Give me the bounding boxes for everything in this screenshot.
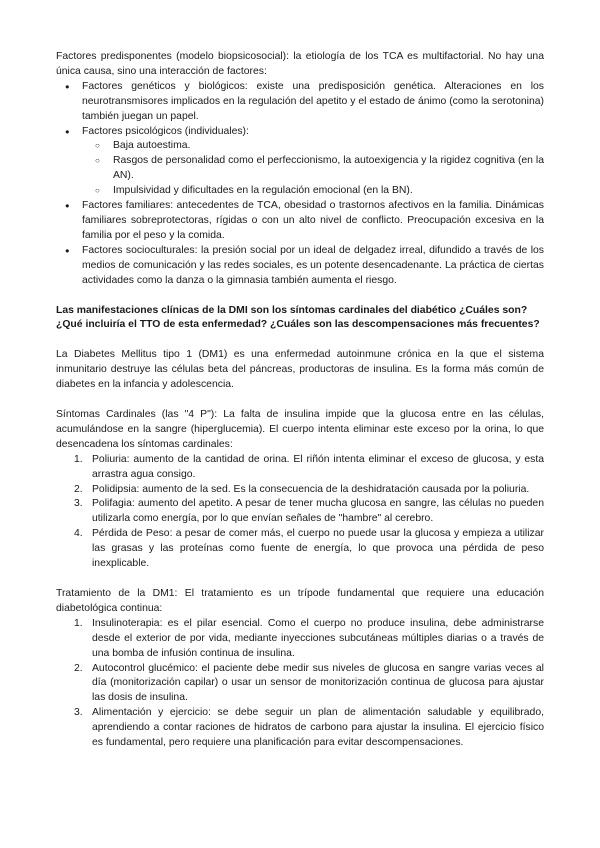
list-item-text: Poliuria: aumento de la cantidad de orina. El riñón intenta eliminar el exceso de glucosa, y esta arrastra agua consigo. [92, 453, 544, 480]
sub-list-item: ○ Impulsividad y dificultades en la regulación emocional (en la BN). [113, 184, 544, 199]
list-number: 2. [74, 662, 83, 674]
tca-factors-list [56, 80, 544, 289]
list-item-text: Polidipsia: aumento de la sed. Es la consecuencia de la deshidratación causada por la poliuria. [92, 483, 530, 495]
treatment-list [56, 617, 544, 751]
list-item-text: Pérdida de Peso: a pesar de comer más, el cuerpo no puede usar la glucosa y empieza a utilizar las grasas y las proteínas como fuente de energía, lo que provoca una pérdida de peso inexplicable. [92, 528, 544, 570]
list-item [82, 125, 544, 200]
list-item-text: Autocontrol glucémico: el paciente debe medir sus niveles de glucosa en sangre varias veces al día (monitorización capilar) o usar un sensor de monitorización continua de glucosa para ajustar las dosis de insulina. [92, 662, 544, 704]
list-item [74, 662, 544, 707]
psychological-factors-sublist [82, 139, 544, 199]
list-item [74, 483, 544, 498]
list-item [74, 497, 544, 527]
list-number: 1. [74, 617, 83, 629]
list-item [74, 617, 544, 662]
sub-list-item: ○ Rasgos de personalidad como el perfeccionismo, la autoexigencia y la rigidez cognitiva (en la AN). [113, 154, 544, 184]
list-number: 3. [74, 707, 83, 719]
list-item-label: Factores psicológicos (individuales): [82, 125, 249, 137]
list-item-text: Insulinoterapia: es el pilar esencial. Como el cuerpo no produce insulina, debe administrarse desde el exterior de por vida, mediante inyecciones subcutáneas múltiples diarias o a través de una bomba de infusión continua de insulina. [92, 617, 544, 659]
symptoms-intro-paragraph: Síntomas Cardinales (las "4 P"): La falta de insulina impide que la glucosa entre en las células, acumulándose en la sangre (hiperglucemia). El cuerpo intenta eliminar este exceso por la orina, lo que desencadena los síntomas cardinales: [56, 409, 544, 450]
sub-list-item: ○ Baja autoestima. [113, 139, 544, 154]
symptoms-list [56, 453, 544, 572]
list-item [74, 453, 544, 483]
list-item [74, 706, 544, 751]
dm1-intro-paragraph: La Diabetes Mellitus tipo 1 (DM1) es una enfermedad autoinmune crónica en la que el sistema inmunitario destruye las células beta del páncreas, productoras de insulina. Es la forma más común de diabetes en la infancia y adolescencia. [56, 349, 544, 391]
list-item [74, 527, 544, 572]
list-item: ● Factores familiares: antecedentes de TCA, obesidad o trastornos afectivos en la familia. Dinámicas familiares sobreprotectoras, rígidas o con un alto nivel de conflicto. Preocupación excesiva en la familia por el peso y la comida. [82, 199, 544, 244]
tca-intro-paragraph: Factores predisponentes (modelo biopsicosocial): la etiología de los TCA es multifactorial. No hay una única causa, sino una interacción de factores: [56, 51, 544, 77]
list-item: ● Factores genéticos y biológicos: existe una predisposición genética. Alteraciones en los neurotransmisores implicados en la regulación del apetito y el estado de ánimo (como la serotonina) también juegan un papel. [82, 80, 544, 125]
list-number: 2. [74, 483, 83, 495]
list-number: 3. [74, 498, 83, 510]
section-heading: Las manifestaciones clínicas de la DMI son los síntomas cardinales del diabético ¿Cuáles son? ¿Qué incluiría el TTO de esta enfermedad? ¿Cuáles son las descompensaciones más frecuentes? [56, 304, 540, 331]
list-item: ● Factores socioculturales: la presión social por un ideal de delgadez irreal, difundido a través de los medios de comunicación y las redes sociales, es un potente desencadenante. La práctica de ciertas actividades como la danza o la gimnasia también aumenta el riesgo. [82, 244, 544, 289]
list-item-text: Polifagia: aumento del apetito. A pesar de tener mucha glucosa en sangre, las células no pueden utilizarla como energía, por lo que envían señales de "hambre" al cerebro. [92, 498, 544, 525]
treatment-intro-paragraph: Tratamiento de la DM1: El tratamiento es un trípode fundamental que requiere una educación diabetológica continua: [56, 588, 544, 614]
list-number: 4. [74, 528, 83, 540]
list-number: 1. [74, 453, 83, 465]
list-item-text: Alimentación y ejercicio: se debe seguir un plan de alimentación saludable y equilibrado, aprendiendo a contar raciones de hidratos de carbono para ajustar la insulina. El ejercicio físico es fundamental, pero requiere una planificación para evitar descompensaciones. [92, 707, 544, 749]
